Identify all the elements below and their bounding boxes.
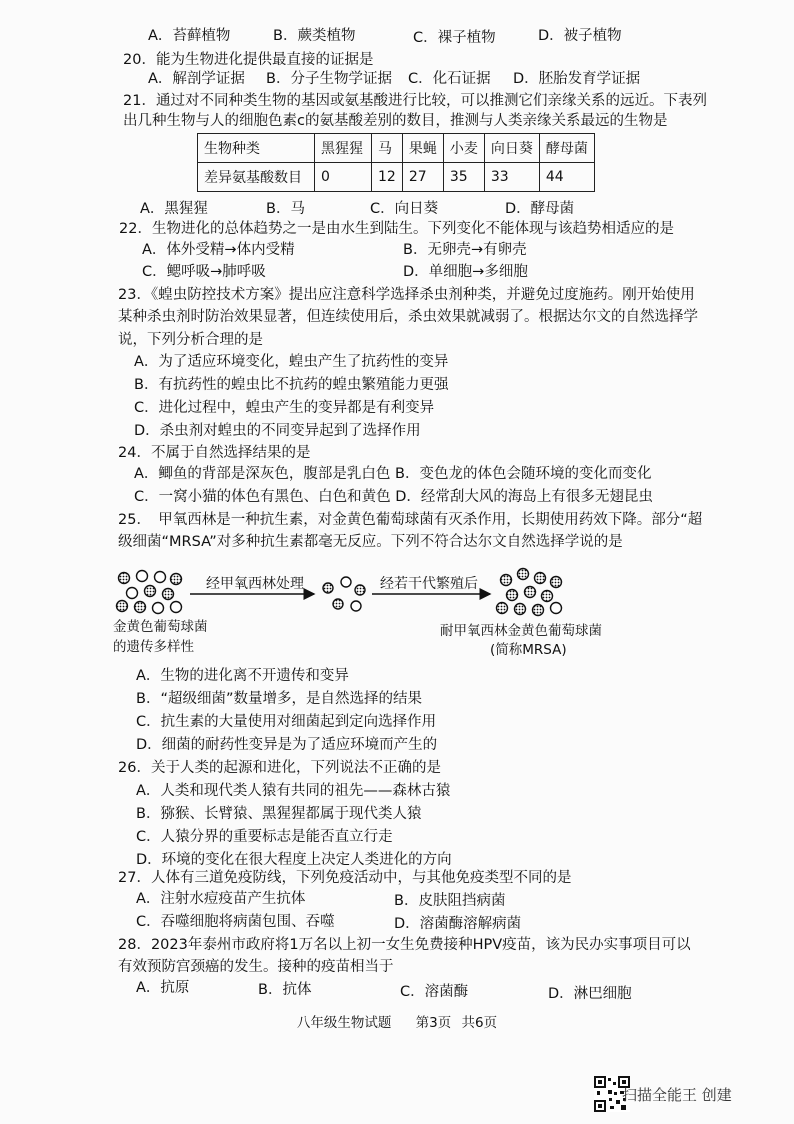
q25-option-c: C．抗生素的大量使用对细菌起到定向选择作用 — [136, 714, 437, 730]
q22-stem: 22．生物进化的总体趋势之一是由水生到陆生。下列变化不能体现与该趋势相适应的是 — [119, 221, 674, 237]
diagram-left-label-line1: 金黄色葡萄球菌 — [113, 619, 208, 635]
table-row-species — [198, 134, 595, 163]
q21-option-a: A．黑猩猩 — [140, 201, 208, 217]
q23-option-a: A．为了适应环境变化，蝗虫产生了抗药性的变异 — [134, 354, 449, 370]
q19-option-a: A．苔藓植物 — [148, 28, 231, 44]
page-footer — [0, 1011, 794, 1031]
table-cell: 44 — [539, 163, 594, 192]
table-cell: 黑猩猩 — [315, 134, 372, 163]
q27-option-b: B．皮肤阻挡病菌 — [394, 893, 506, 909]
diagram-left-label-line2: 的遗传多样性 — [113, 639, 194, 655]
bacteria-cluster-resistant — [497, 569, 562, 616]
q24-stem: 24．不属于自然选择结果的是 — [118, 445, 311, 461]
bacteria-cluster-diverse — [117, 571, 182, 614]
table-cell: 0 — [315, 163, 372, 192]
q24-options-line2: C．一窝小猫的体色有黑色、白色和黄色 D．经常刮大风的海岛上有很多无翅昆虫 — [134, 489, 653, 505]
q28-stem-line2: 有效预防宫颈癌的发生。接种的疫苗相当于 — [118, 959, 394, 975]
q26-option-c: C．人猿分界的重要标志是能否直立行走 — [136, 829, 393, 845]
q22-option-d: D．单细胞→多细胞 — [403, 264, 528, 280]
q21-stem-line2: 出几种生物与人的细胞色素c的氨基酸差别的数目，推测与人类亲缘关系最远的生物是 — [123, 113, 668, 129]
q20-option-c: C．化石证据 — [408, 71, 491, 87]
table-header-species: 生物种类 — [198, 134, 315, 163]
q21-option-b: B．马 — [266, 201, 305, 217]
q20-option-b: B．分子生物学证据 — [266, 71, 392, 87]
q26-stem: 26．关于人类的起源和进化，下列说法不正确的是 — [118, 760, 441, 776]
q28-option-d: D．淋巴细胞 — [548, 986, 632, 1002]
q26-option-b: B．猕猴、长臂猿、黑猩猩都属于现代类人猿 — [136, 806, 422, 822]
footer-title: 八年级生物试题 — [296, 1015, 392, 1031]
q22-option-b: B．无卵壳→有卵壳 — [403, 242, 527, 258]
q27-option-c: C．吞噬细胞将病菌包围、吞噬 — [136, 914, 335, 930]
q27-option-d: D．溶菌酶溶解病菌 — [394, 916, 522, 932]
table-cell: 27 — [402, 163, 443, 192]
q25-option-d: D．细菌的耐药性变异是为了适应环境而产生的 — [136, 737, 438, 753]
q23-option-b: B．有抗药性的蝗虫比不抗药的蝗虫繁殖能力更强 — [134, 377, 449, 393]
q27-stem: 27．人体有三道免疫防线，下列免疫活动中，与其他免疫类型不同的是 — [118, 870, 572, 886]
table-cell: 马 — [372, 134, 403, 163]
amino-acid-table — [197, 133, 595, 192]
table-row-counts — [198, 163, 595, 192]
table-cell: 35 — [443, 163, 484, 192]
q19-option-b: B．蕨类植物 — [273, 28, 356, 44]
q21-option-d: D．酵母菌 — [505, 201, 575, 217]
q22-option-a: A．体外受精→体内受精 — [142, 242, 295, 258]
footer-page: 第3页 — [415, 1015, 452, 1031]
table-header-counts: 差异氨基酸数目 — [198, 163, 315, 192]
diagram-right-label-line2: (简称MRSA) — [490, 642, 567, 658]
q23-option-c: C．进化过程中，蝗虫产生的变异都是有利变异 — [134, 400, 435, 416]
q21-option-c: C．向日葵 — [370, 201, 439, 217]
table-cell: 小麦 — [443, 134, 484, 163]
q26-option-d: D．环境的变化在很大程度上决定人类进化的方向 — [136, 852, 452, 868]
q22-option-c: C．鳃呼吸→肺呼吸 — [142, 264, 266, 280]
table-cell: 12 — [372, 163, 403, 192]
table-cell: 果蝇 — [402, 134, 443, 163]
table-cell: 33 — [484, 163, 539, 192]
q25-option-a: A．生物的进化离不开遗传和变异 — [136, 668, 349, 684]
table-cell: 向日葵 — [484, 134, 539, 163]
diagram-step1-label: 经甲氧西林处理 — [206, 576, 304, 592]
q28-stem-line1: 28．2023年泰州市政府将1万名以上初一女生免费接种HPV疫苗，该为民办实事项目可以 — [118, 937, 691, 953]
q28-option-b: B．抗体 — [258, 982, 312, 998]
q23-stem-line2: 某种杀虫剂时防治效果显著，但连续使用后，杀虫效果就减弱了。根据达尔文的自然选择学 — [118, 309, 698, 325]
q24-options-line1: A．鲫鱼的背部是深灰色，腹部是乳白色 B．变色龙的体色会随环境的变化而变化 — [134, 466, 652, 482]
q28-option-c: C．溶菌酶 — [400, 984, 469, 1000]
diagram-right-label-line1: 耐甲氧西林金黄色葡萄球菌 — [440, 623, 602, 639]
q23-option-d: D．杀虫剂对蝗虫的不同变异起到了选择作用 — [134, 423, 421, 439]
q20-stem: 20．能为生物进化提供最直接的证据是 — [123, 52, 374, 68]
q19-option-c: C．裸子植物 — [413, 30, 496, 46]
q28-option-a: A．抗原 — [136, 980, 190, 996]
q20-option-d: D．胚胎发育学证据 — [513, 71, 641, 87]
diagram-step2-label: 经若干代繁殖后 — [380, 576, 478, 592]
q20-option-a: A．解剖学证据 — [148, 71, 245, 87]
q21-stem-line1: 21．通过对不同种类生物的基因或氨基酸进行比较，可以推测它们亲缘关系的远近。下表列 — [123, 93, 707, 109]
footer-total: 共6页 — [461, 1015, 498, 1031]
q27-option-a: A．注射水痘疫苗产生抗体 — [136, 891, 306, 907]
table-cell: 酵母菌 — [539, 134, 594, 163]
scanner-watermark: 扫描全能王 创建 — [622, 1086, 732, 1104]
q25-stem-line1: 25． 甲氧西林是一种抗生素，对金黄色葡萄球菌有灭杀作用，长期使用药效下降。部分“超 — [118, 512, 703, 528]
q19-option-d: D．被子植物 — [538, 28, 622, 44]
q25-option-b: B．“超级细菌”数量增多，是自然选择的结果 — [136, 691, 422, 707]
bacteria-cluster-survivors — [323, 577, 365, 611]
q25-stem-line2: 级细菌“MRSA”对多种抗生素都毫无反应。下列不符合达尔文自然选择学说的是 — [118, 534, 623, 550]
q23-stem-line1: 23．《蝗虫防控技术方案》提出应注意科学选择杀虫剂种类，并避免过度施药。刚开始使用 — [118, 287, 695, 303]
q23-stem-line3: 说，下列分析合理的是 — [118, 332, 263, 348]
q26-option-a: A．人类和现代类人猿有共同的祖先——森林古猿 — [136, 783, 451, 799]
